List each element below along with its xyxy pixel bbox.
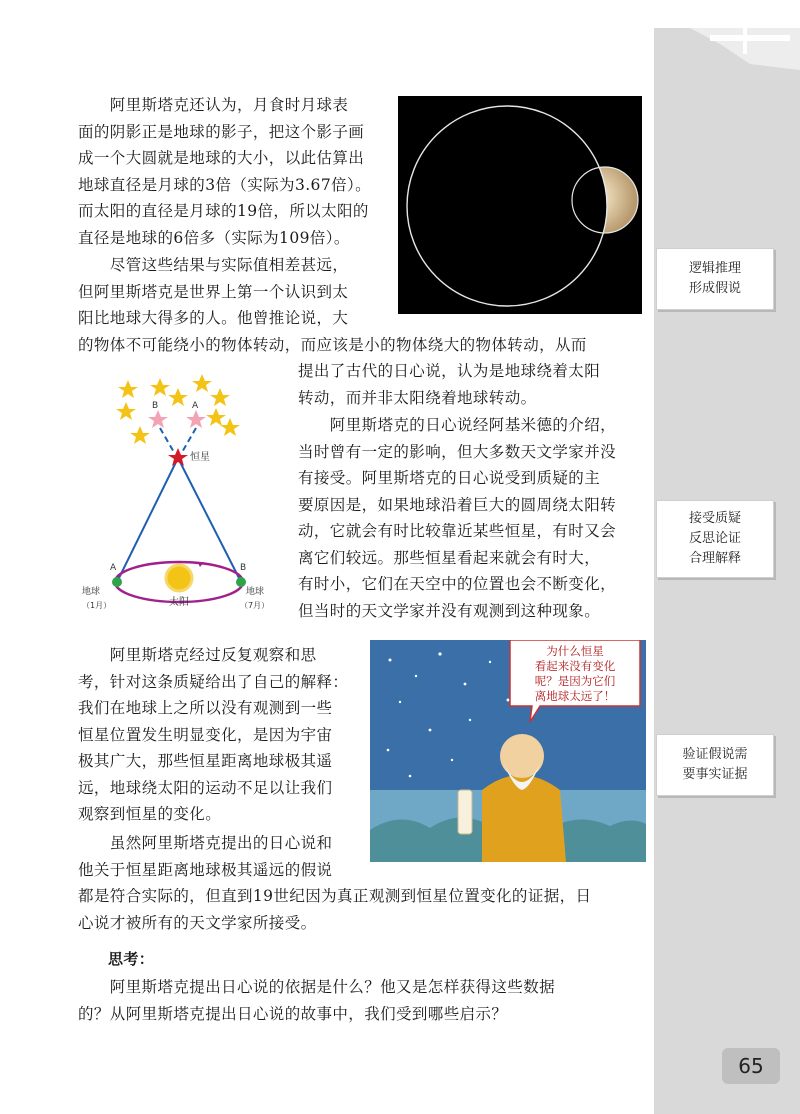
text-line: 阿里斯塔克还认为，月食时月球表 (78, 96, 349, 114)
text-line: 动，它就会有时比较靠近某些恒星，有时又会 (298, 522, 617, 540)
text-line: 当时曾有一定的影响，但大多数天文学家并没 (298, 442, 617, 461)
point-b-bottom: B (240, 563, 247, 573)
speech-line: 为什么恒星 (546, 644, 604, 658)
text-line: 远，地球绕太阳的运动不足以让我们 (78, 778, 333, 797)
text-line: 考，针对这条质疑给出了自己的解释： (78, 672, 349, 691)
text-line: 提出了古代的日心说，认为是地球绕着太阳 (298, 362, 601, 380)
star-image-a (186, 410, 206, 428)
speech-line: 呢？是因为它们 (534, 674, 616, 688)
text-line: 虽然阿里斯塔克提出的日心说和 (78, 834, 333, 852)
think-title: 思考： (108, 950, 155, 968)
text-line: 他关于恒星距离地球极其遥远的假说 (78, 860, 333, 879)
stellar-parallax-diagram (80, 368, 280, 620)
side-note-line: 形成假说 (688, 281, 741, 296)
earth-left-month: （1月） (82, 601, 112, 610)
text-line: 观察到恒星的变化。 (78, 805, 222, 823)
text-line: 但阿里斯塔克是世界上第一个认识到太 (78, 282, 349, 301)
earth-right-label: 地球 (246, 587, 265, 597)
text-line: 恒星位置发生明显变化，是因为宇宙 (78, 725, 333, 744)
text-line: 我们在地球上之所以没有观测到一些 (78, 699, 333, 717)
sun-icon (166, 565, 192, 591)
sight-line-dashed-b (160, 428, 175, 454)
speech-line: 看起来没有变化 (534, 659, 616, 673)
text-line: 要原因是，如果地球沿着巨大的圆周绕太阳转 (298, 495, 617, 514)
speech-line: 离地球太远了！ (534, 689, 616, 703)
text-line: 成一个大圆就是地球的大小，以此估算出 (78, 149, 365, 167)
paragraph-2-full-line (78, 332, 587, 359)
earth-right-month: （7月） (240, 601, 270, 610)
text-line: 有时小，它们在天空中的位置也会不断变化， (298, 575, 617, 593)
text-line: 阿里斯塔克提出日心说的依据是什么？他又是怎样获得这些数据 (78, 978, 556, 996)
earth-july-icon (236, 577, 246, 587)
earth-left-label: 地球 (82, 587, 101, 597)
sage-face (500, 734, 544, 778)
side-note-line: 接受质疑 (688, 511, 741, 526)
star-image-b (148, 410, 168, 428)
paragraph-3 (298, 412, 616, 624)
text-line: 但当时的天文学家并没有观测到这种现象。 (298, 601, 601, 620)
point-a-bottom: A (110, 563, 117, 573)
aristarchus-cartoon (370, 640, 646, 862)
paragraph-2-tail (298, 358, 600, 411)
paragraph-2 (78, 252, 348, 332)
text-line: 直径是地球的6倍多（实际为109倍）。 (78, 228, 350, 247)
text-line: 而太阳的直径是月球的19倍，所以太阳的 (78, 202, 369, 220)
page-number: 65 (722, 1048, 780, 1084)
side-note-2 (656, 500, 774, 578)
text-line: 的物体不可能绕小的物体转动，而应该是小的物体绕大的物体转动，从而 (78, 336, 587, 354)
text-line: 都是符合实际的，但直到19世纪因为真正观测到恒星位置变化的证据，日 (78, 887, 592, 905)
text-line: 面的阴影正是地球的影子，把这个影子画 (78, 122, 365, 141)
point-b-top: B (152, 401, 159, 411)
sun-label: 太阳 (169, 597, 189, 608)
side-note-line: 合理解释 (688, 551, 741, 566)
text-line: 转动，而并非太阳绕着地球转动。 (298, 388, 537, 407)
think-question (78, 974, 555, 1027)
sight-line-dashed-a (181, 428, 196, 454)
text-line: 阳比地球大得多的人。他曾推论说，大 (78, 309, 349, 327)
text-line: 阿里斯塔克的日心说经阿基米德的介绍， (298, 416, 617, 434)
text-line: 有接受。阿里斯塔克的日心说受到质疑的主 (298, 469, 601, 487)
text-line: 极其广大，那些恒星距离地球极其遥 (78, 752, 333, 770)
text-line: 地球直径是月球的3倍（实际为3.67倍）。 (78, 175, 372, 194)
scroll (458, 790, 472, 834)
side-note-3 (656, 734, 774, 796)
text-line: 心说才被所有的天文学家所接受。 (78, 913, 317, 932)
text-line: 阿里斯塔克经过反复观察和思 (78, 646, 317, 664)
paragraph-1 (78, 92, 371, 251)
text-line: 的？从阿里斯塔克提出日心说的故事中，我们受到哪些启示？ (78, 1004, 508, 1023)
point-a-top: A (192, 401, 199, 411)
text-line: 离它们较远。那些恒星看起来就会有时大， (298, 548, 601, 567)
margin-decoration (690, 24, 800, 70)
side-note-line: 逻辑推理 (688, 261, 741, 276)
paragraph-4 (78, 642, 348, 828)
side-note-1 (656, 248, 774, 310)
lunar-eclipse-image (398, 96, 642, 314)
side-note-line: 要事实证据 (682, 767, 748, 782)
star-label: 恒星 (190, 452, 210, 463)
side-note-line: 验证假说需 (682, 747, 748, 762)
text-line: 尽管这些结果与实际值相差甚远， (78, 256, 349, 274)
star-cluster (116, 374, 240, 444)
earth-january-icon (112, 577, 122, 587)
star-red (168, 448, 188, 466)
side-note-line: 反思论证 (688, 531, 741, 546)
